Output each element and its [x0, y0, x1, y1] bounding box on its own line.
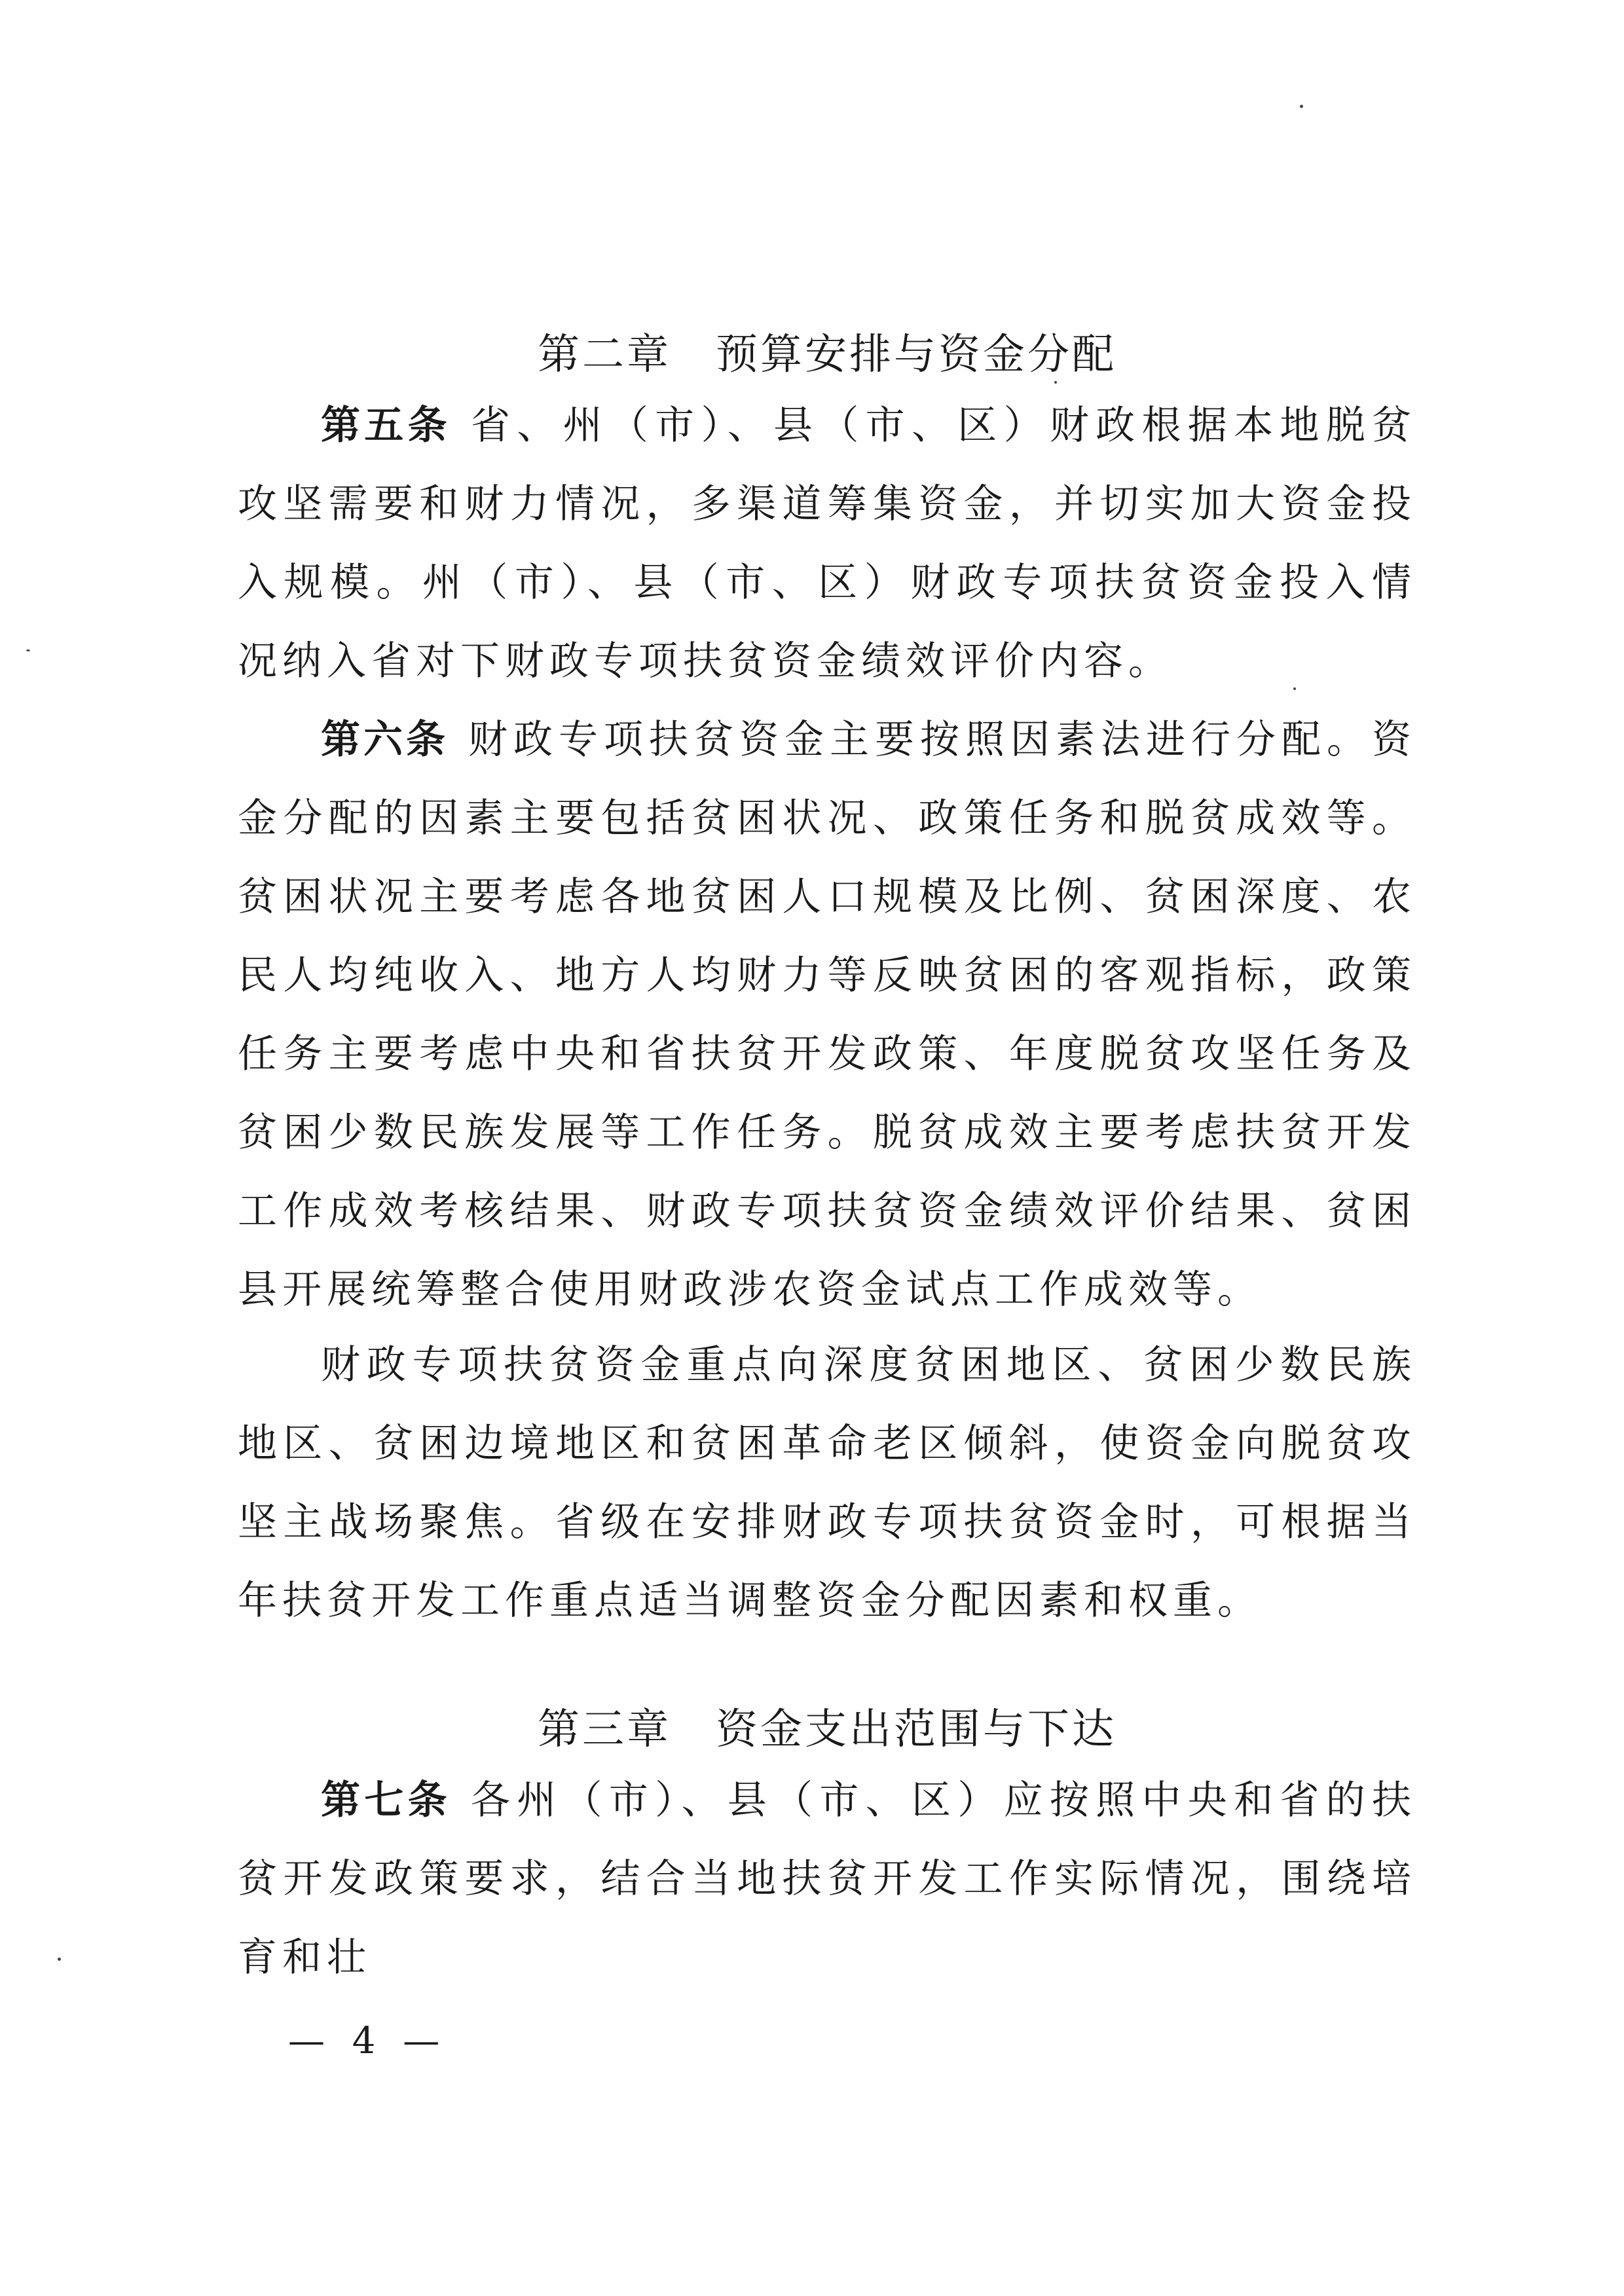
article-7-paragraph	[238, 1761, 1416, 1997]
scan-speck	[26, 649, 30, 651]
article-7-text: 各州（市）、县（市、区）应按照中央和省的扶贫开发政策要求，结合当地扶贫开发工作实际情况，围绕培育和壮	[238, 1777, 1417, 1980]
chapter-3-heading: 第三章 资金支出范围与下达	[538, 1705, 1116, 1754]
article-6	[238, 701, 1416, 1329]
article-7	[238, 1761, 1416, 1997]
article-6-label: 第六条	[321, 717, 449, 763]
article-7-label: 第七条	[321, 1777, 451, 1823]
scan-speck	[1054, 381, 1057, 384]
scan-speck	[1293, 687, 1296, 690]
article-6-text: 财政专项扶贫资金主要按照因素法进行分配。资金分配的因素主要包括贫困状况、政策任务和脱贫成效等。贫困状况主要考虑各地贫困人口规模及比例、贫困深度、农民人均纯收入、地方人均财力等反映贫困的客观指标，政策任务主要考虑中央和省扶贫开发政策、年度脱贫攻坚任务及贫困少数民族发展等工作任务。脱贫成效主要考虑扶贫开发工作成效考核结果、财政专项扶贫资金绩效评价结果、贫困县开展统筹整合使用财政涉农资金试点工作成效等。	[238, 717, 1416, 1313]
chapter-2-heading: 第二章 预算安排与资金分配	[538, 331, 1116, 379]
scan-speck	[1300, 105, 1303, 108]
scan-speck	[58, 1958, 61, 1961]
article-5-text: 省、州（市）、县（市、区）财政根据本地脱贫攻坚需要和财力情况，多渠道筹集资金，并切实加大资金投入规模。州（市）、县（市、区）财政专项扶贫资金投入情况纳入省对下财政专项扶贫资金绩效评价内容。	[238, 403, 1417, 684]
article-6-paragraph	[238, 701, 1416, 1329]
page-number: — 4 —	[288, 2020, 448, 2062]
allocation-tilt-paragraph: 财政专项扶贫资金重点向深度贫困地区、贫困少数民族地区、贫困边境地区和贫困革命老区倾斜，使资金向脱贫攻坚主战场聚焦。省级在安排财政专项扶贫资金时，可根据当年扶贫开发工作重点适当调整资金分配因素和权重。	[238, 1342, 1416, 1624]
article-5-label: 第五条	[321, 403, 451, 448]
article-5-paragraph	[238, 386, 1416, 701]
article-5	[238, 386, 1416, 701]
allocation-tilt-section	[238, 1326, 1416, 1640]
